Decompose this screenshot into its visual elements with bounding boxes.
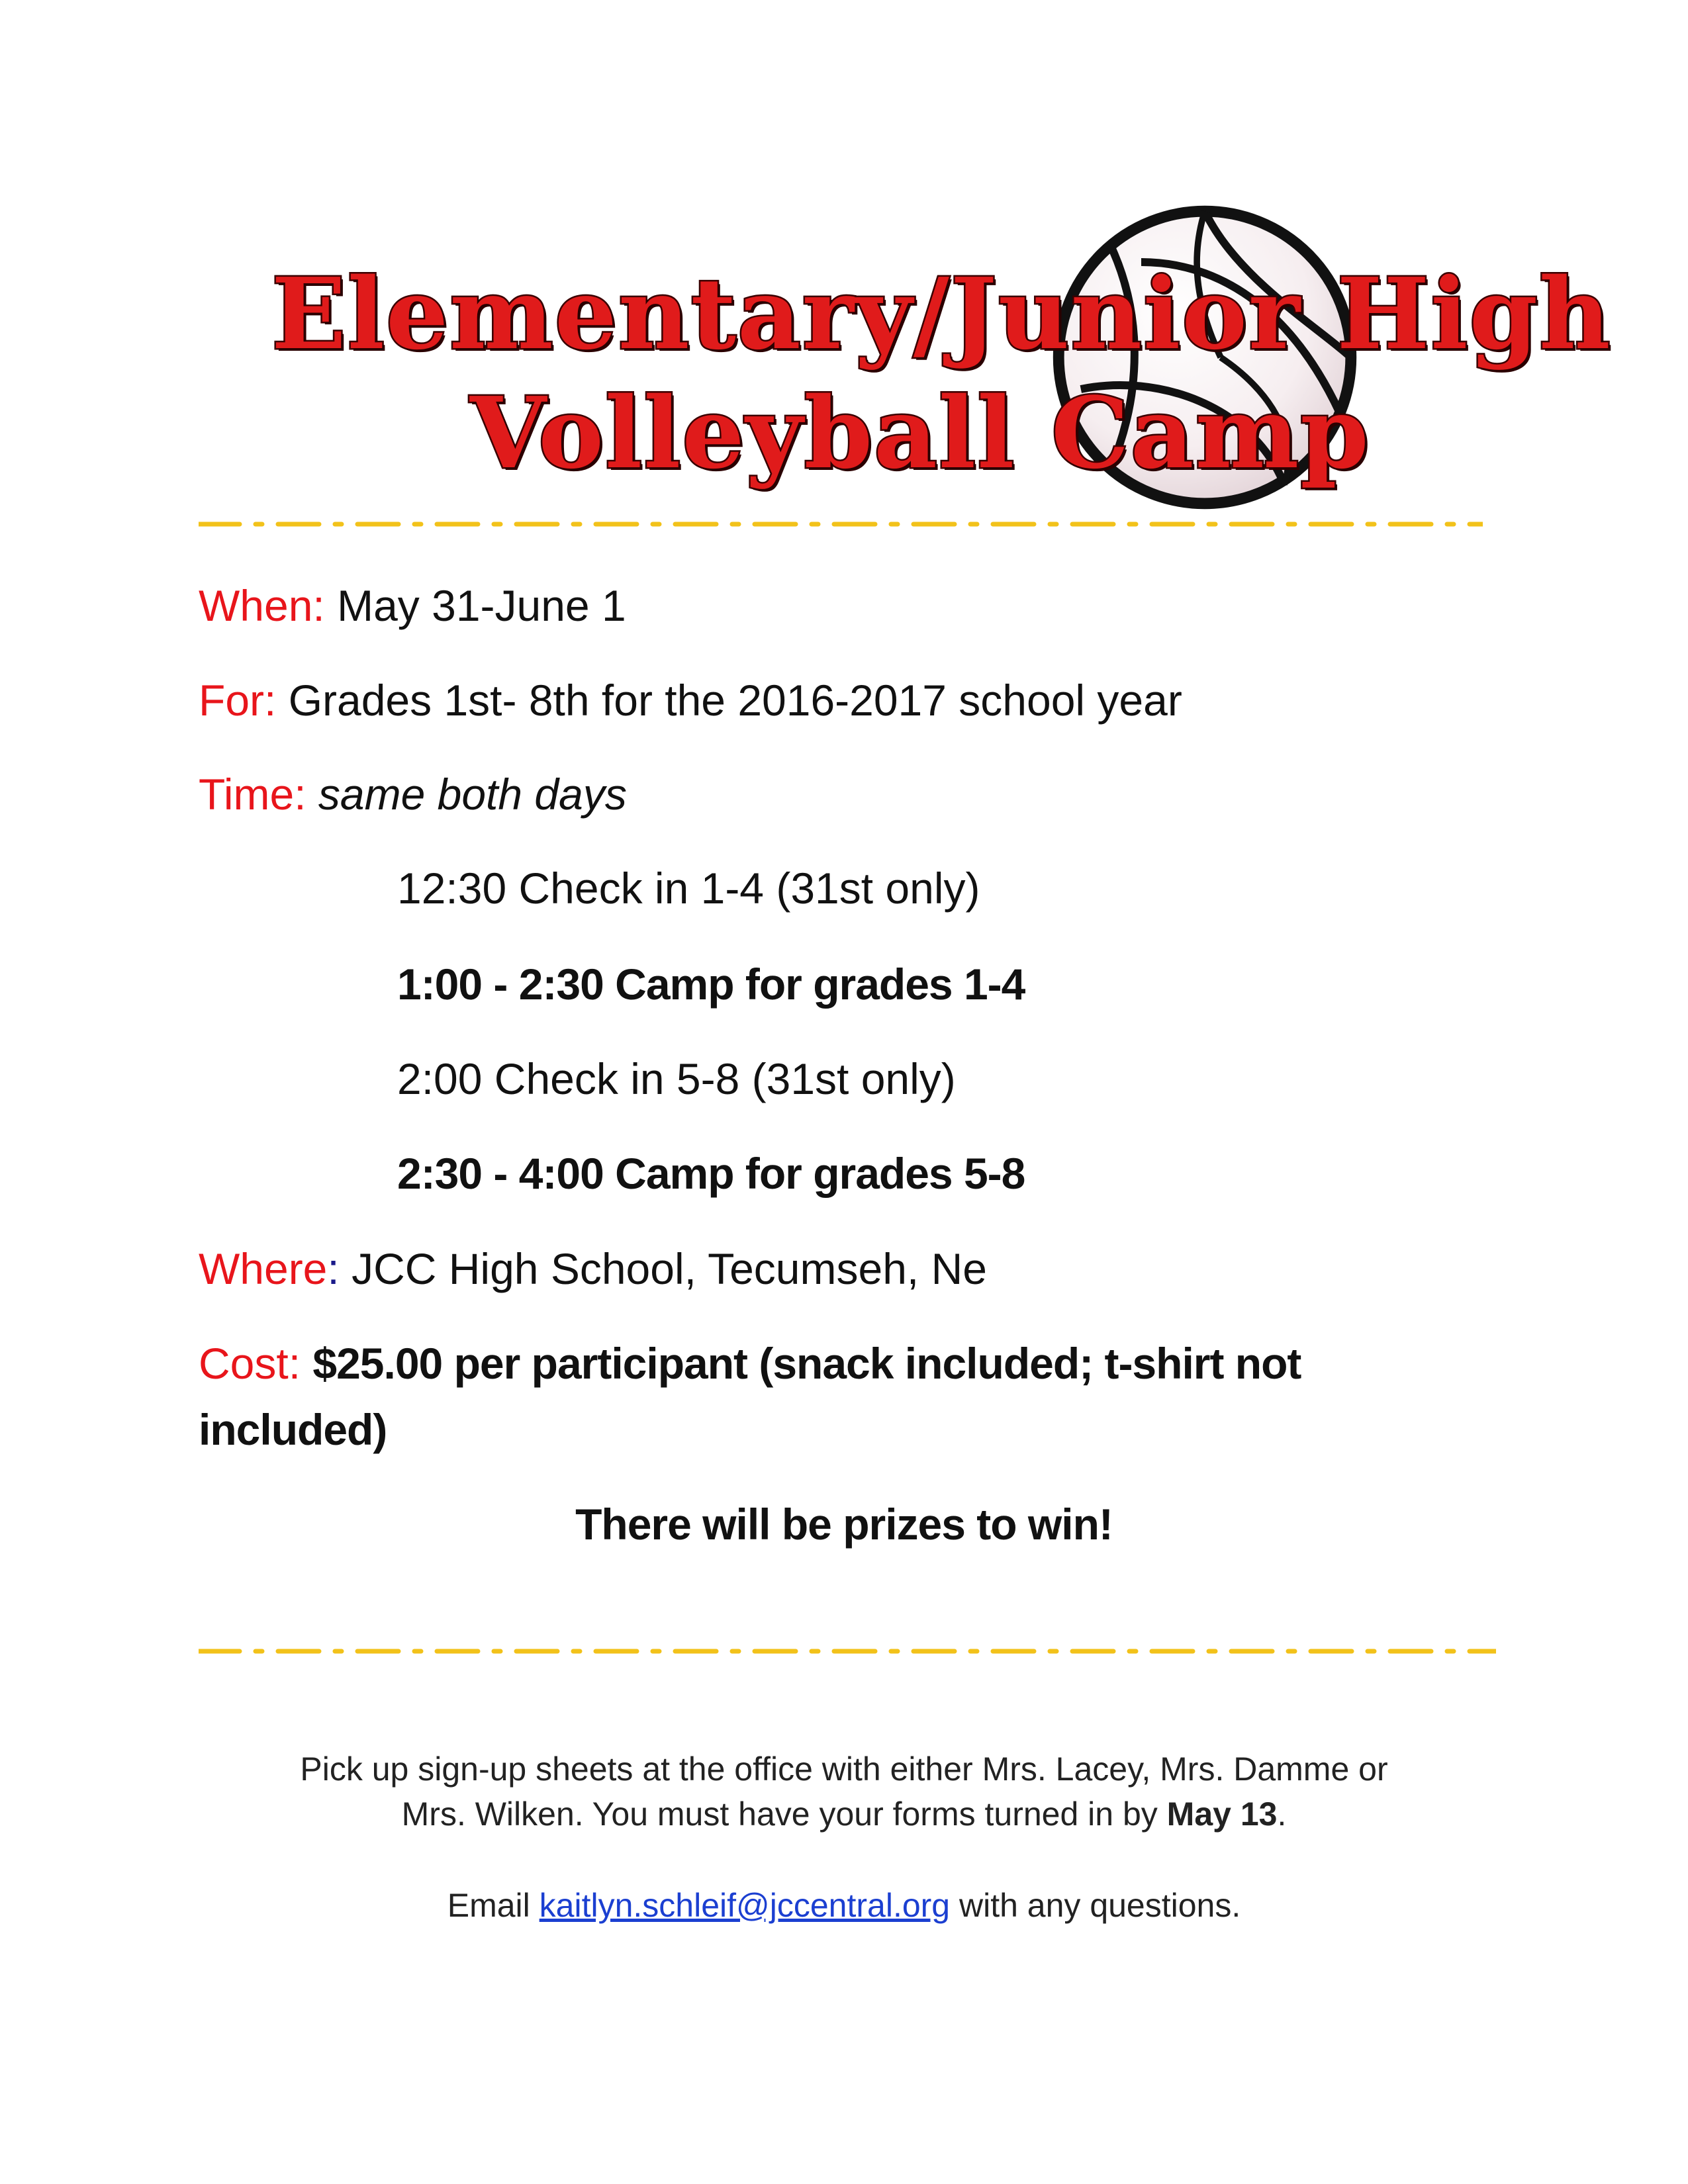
footer-line-2 [0,1792,1688,1837]
email-prefix: Email [447,1887,539,1924]
schedule-item: 2:30 - 4:00 Camp for grades 5-8 [397,1149,1025,1198]
time-row [199,768,627,821]
when-value: May 31-June 1 [337,581,626,630]
for-row [199,674,1182,727]
title-block [252,238,1612,516]
title-line-1: Elementary/Junior High [271,256,1612,371]
where-row [199,1242,987,1296]
title-line-2: Volleyball Camp [470,375,1370,490]
email-suffix: with any questions. [950,1887,1241,1924]
footer-line-2-text: Mrs. Wilken. You must have your forms turned in by [401,1796,1167,1833]
prizes-note: There will be prizes to win! [575,1500,1113,1549]
time-label: Time: [199,770,306,819]
cost-value-continued: included) [199,1405,387,1454]
schedule-item: 1:00 - 2:30 Camp for grades 1-4 [397,960,1025,1009]
schedule-item: 12:30 Check in 1-4 (31st only) [397,864,980,913]
email-link[interactable]: kaitlyn.schleif@jccentral.org [539,1887,951,1924]
cost-value: $25.00 per participant (snack included; t-shirt not [312,1339,1301,1388]
time-value: same both days [318,770,627,819]
for-label: For: [199,676,277,725]
where-colon: : [327,1244,340,1293]
cost-row-continued [199,1403,387,1457]
where-value: JCC High School, Tecumseh, Ne [352,1244,987,1293]
cost-row [199,1337,1301,1390]
when-row [199,579,626,633]
email-line [0,1884,1688,1929]
for-value: Grades 1st- 8th for the 2016-2017 school year [288,676,1182,725]
where-label: Where [199,1244,328,1293]
schedule-item: 2:00 Check in 5-8 (31st only) [397,1054,956,1103]
cost-label: Cost: [199,1339,301,1388]
when-label: When: [199,581,325,630]
top-divider [199,520,1483,529]
footer-line-2-end: . [1277,1796,1287,1833]
bottom-divider [199,1647,1496,1656]
deadline-date: May 13 [1166,1796,1278,1833]
footer-line-1: Pick up sign-up sheets at the office with either Mrs. Lacey, Mrs. Damme or [300,1751,1388,1788]
